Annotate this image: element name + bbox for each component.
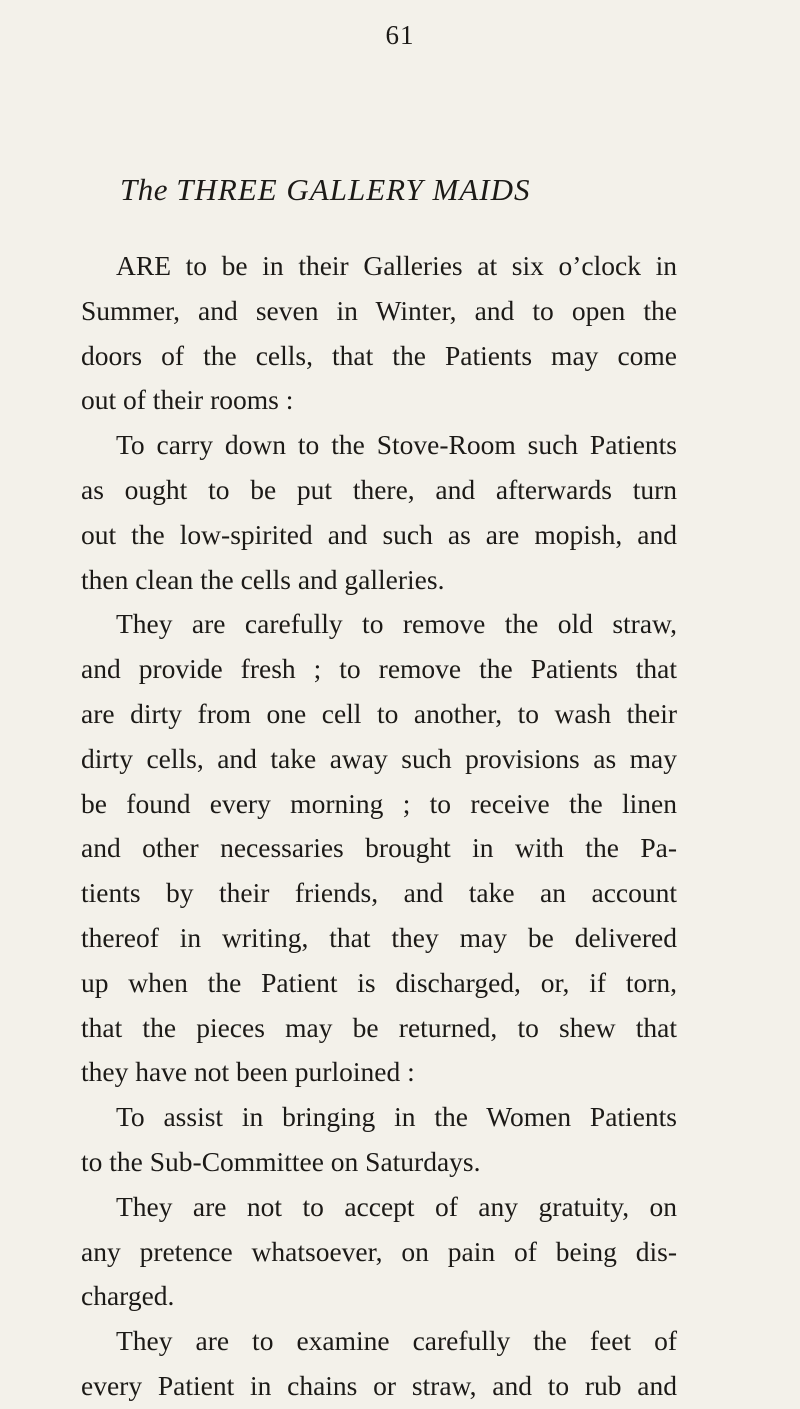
text-line: they have not been purloined : xyxy=(81,1056,415,1088)
title-prefix: The xyxy=(120,172,168,207)
text-line: out the low-spirited and such as are mopish, and xyxy=(81,518,677,550)
text-line: Summer, and seven in Winter, and to open the xyxy=(81,294,677,326)
text-line: and provide fresh ; to remove the Patients that xyxy=(81,653,677,685)
text-line: thereof in writing, that they may be delivered xyxy=(81,921,677,953)
text-line: and other necessaries brought in with the Pa- xyxy=(81,832,677,864)
text-line: To carry down to the Stove-Room such Patients xyxy=(116,429,677,461)
text-line: They are not to accept of any gratuity, on xyxy=(116,1190,677,1222)
text-line: any pretence whatsoever, on pain of being dis- xyxy=(81,1235,677,1267)
text-line: that the pieces may be returned, to shew that xyxy=(81,1011,677,1043)
page-title xyxy=(120,170,720,210)
text-line: to the Sub-Committee on Saturdays. xyxy=(81,1145,481,1177)
text-line: out of their rooms : xyxy=(81,384,294,416)
text-line: are dirty from one cell to another, to wash their xyxy=(81,697,677,729)
text-line: then clean the cells and galleries. xyxy=(81,563,445,595)
body-text xyxy=(81,244,677,1409)
text-line: dirty cells, and take away such provisions as may xyxy=(81,742,677,774)
page-number: 61 xyxy=(385,20,415,50)
text-line: ARE to be in their Galleries at six o’clock in xyxy=(116,250,677,281)
text-line: every Patient in chains or straw, and to rub and xyxy=(81,1369,677,1401)
text-line: up when the Patient is discharged, or, if torn, xyxy=(81,966,677,998)
text-line: tients by their friends, and take an account xyxy=(81,877,677,909)
text-line: doors of the cells, that the Patients may come xyxy=(81,339,677,371)
title-main: THREE GALLERY MAIDS xyxy=(176,172,531,207)
text-line: charged. xyxy=(81,1280,175,1312)
text-line: be found every morning ; to receive the linen xyxy=(81,787,677,819)
text-line: as ought to be put there, and afterwards turn xyxy=(81,473,677,505)
text-line: To assist in bringing in the Women Patients xyxy=(116,1101,677,1133)
text-line: They are to examine carefully the feet of xyxy=(116,1325,677,1357)
text-line: They are carefully to remove the old straw, xyxy=(116,608,677,640)
